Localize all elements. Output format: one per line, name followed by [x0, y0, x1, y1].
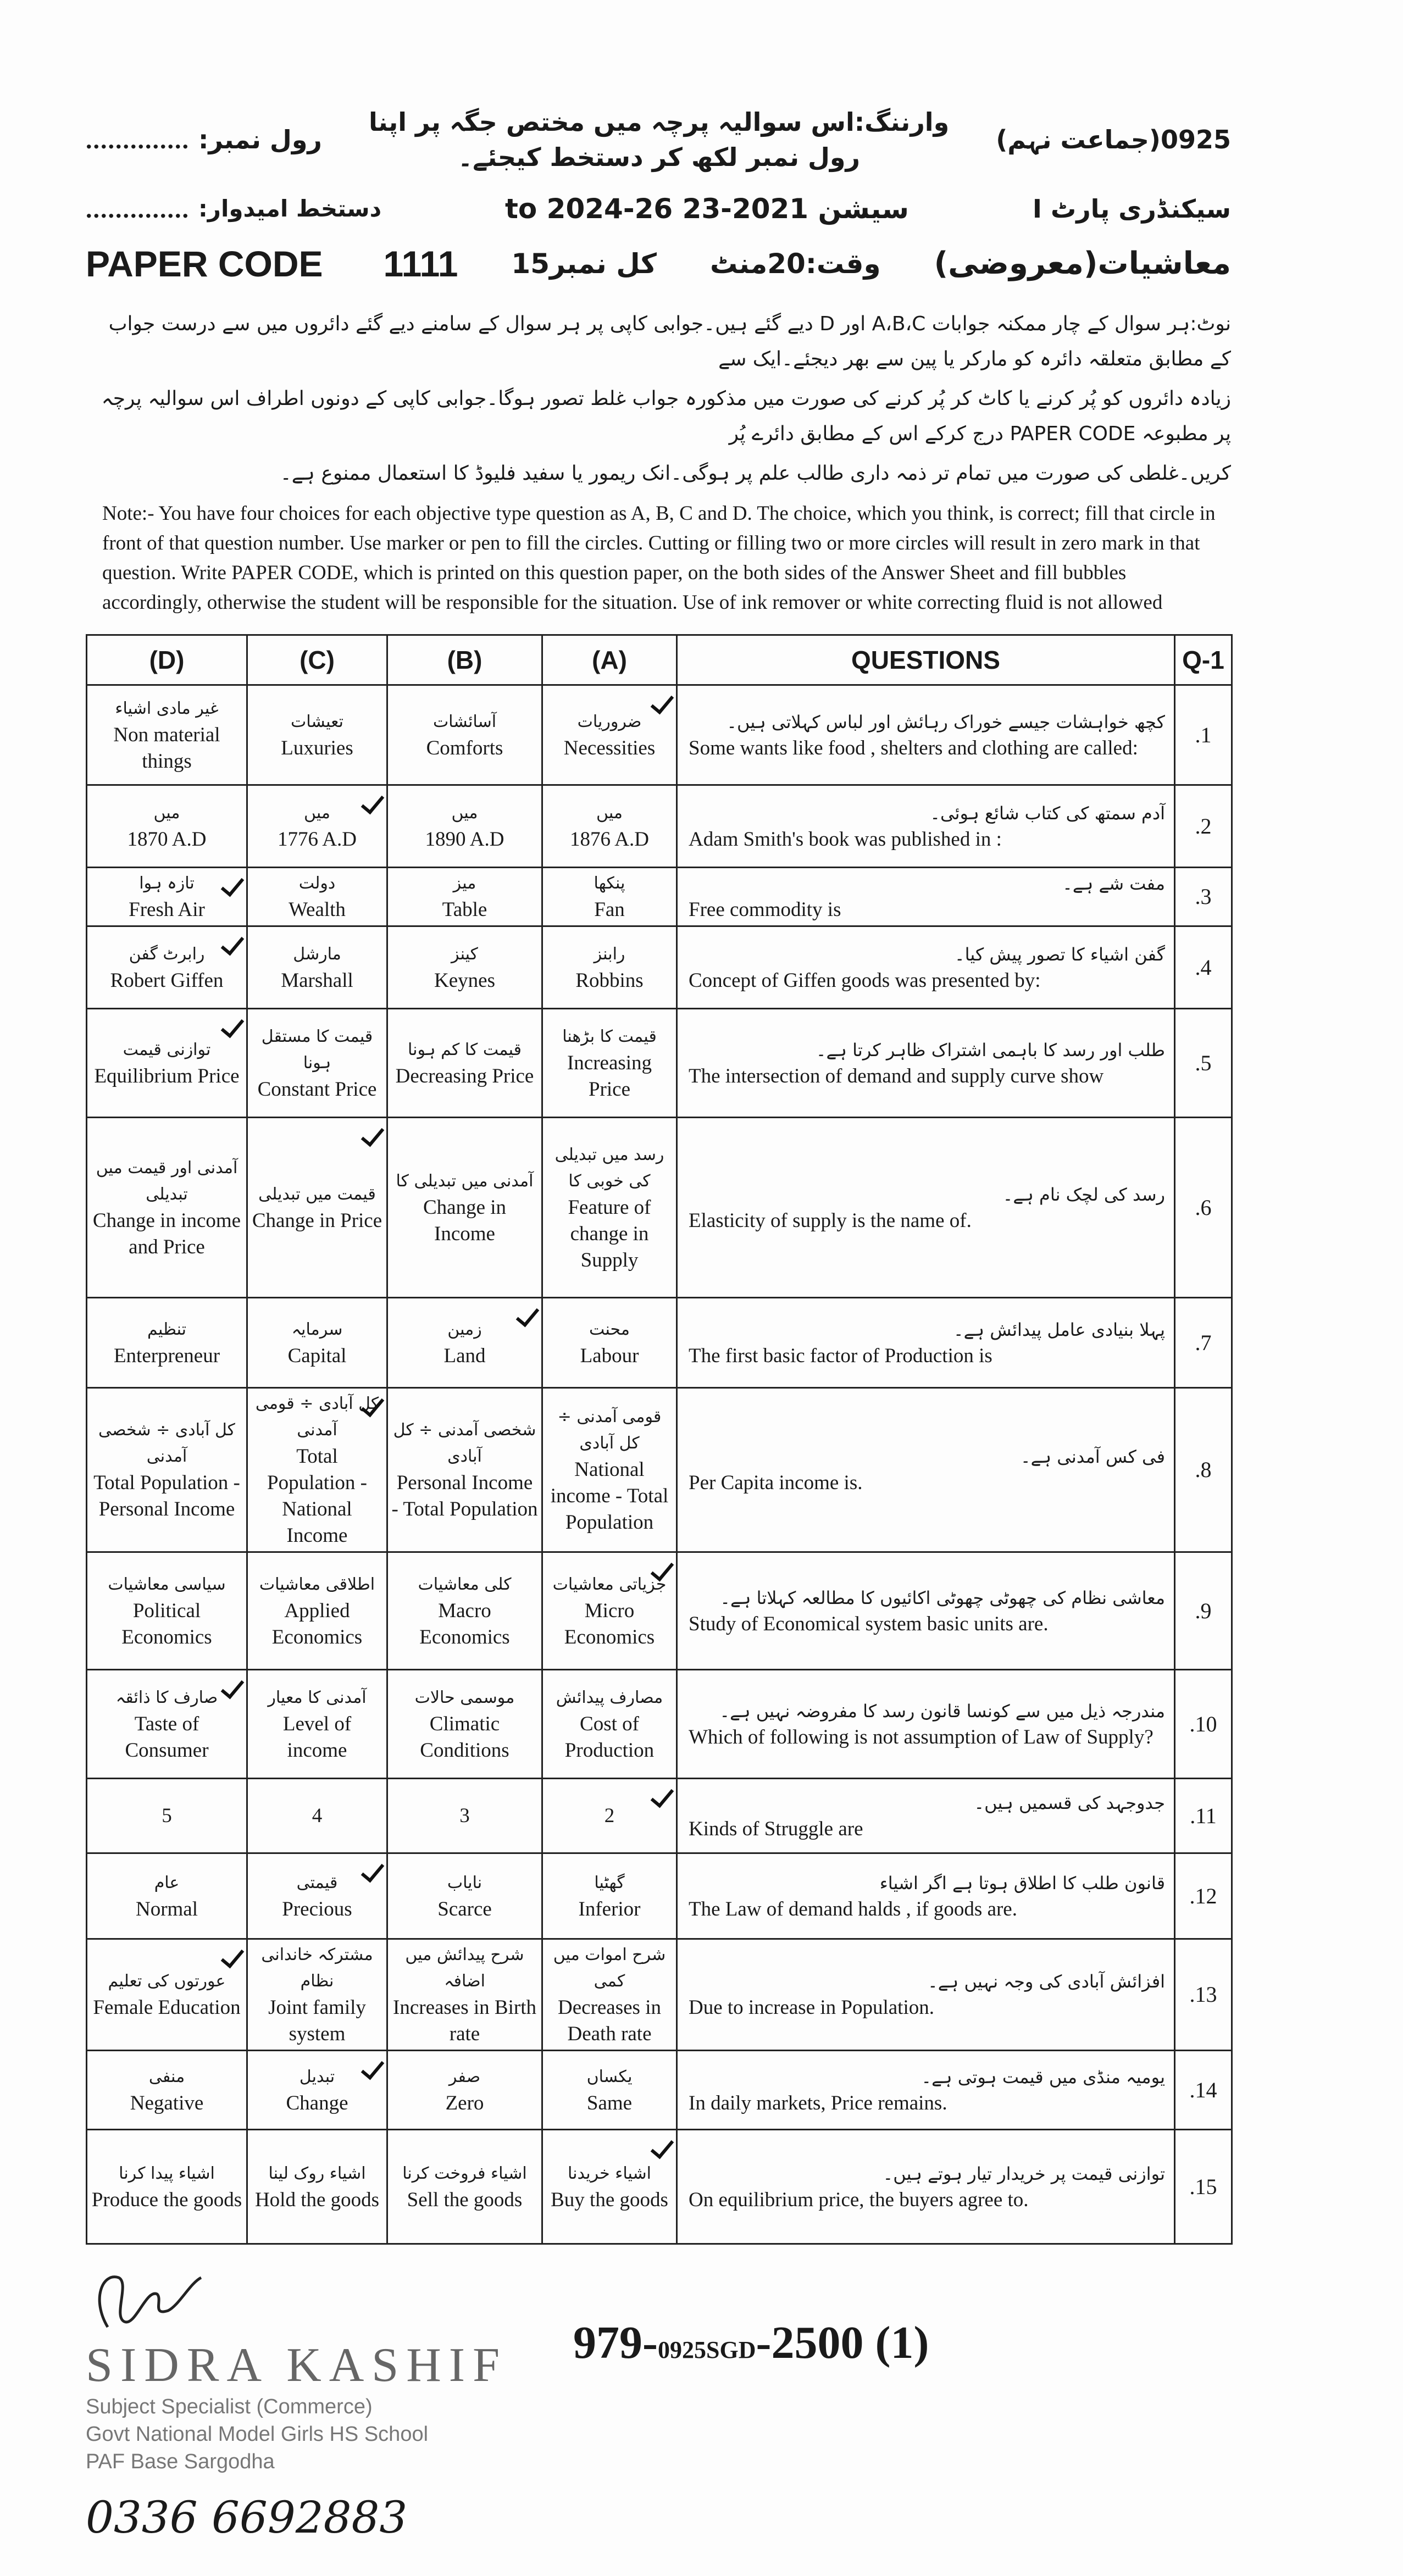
option-c-urdu: اشیاء روک لینا [268, 2163, 366, 2183]
option-d-text: Female Education [93, 1996, 241, 2019]
option-a [542, 2130, 677, 2244]
question-urdu: پہلا بنیادی عامل پیدائش ہے۔ [953, 1319, 1165, 1340]
question-number: .6 [1175, 1118, 1232, 1298]
table-header-row [87, 635, 1232, 685]
option-b-urdu: آمدنی میں تبدیلی کا [396, 1171, 534, 1191]
option-b [387, 1298, 542, 1388]
option-b [387, 1779, 542, 1853]
option-a [542, 868, 677, 926]
option-d-urdu: کل آبادی ÷ شخصی آمدنی [98, 1420, 235, 1466]
question-cell [677, 1853, 1175, 1939]
question-english: Adam Smith's book was published in : [689, 828, 1002, 851]
option-a-text: Buy the goods [551, 2188, 668, 2211]
option-c [247, 1009, 387, 1118]
option-c [247, 1670, 387, 1779]
stamp-area [86, 2267, 507, 2543]
option-d-urdu: توازنی قیمت [123, 1040, 211, 1059]
option-c [247, 785, 387, 868]
option-c-urdu: تعیشات [290, 712, 344, 731]
question-number: .4 [1175, 926, 1232, 1009]
questions-table [86, 634, 1233, 2245]
warning-text: وارننگ:اس سوالیہ پرچہ میں مختص جگہ پر اپنا رول نمبر لکھ کر دستخط کیجئے۔ [368, 107, 950, 172]
question-english: Kinds of Struggle are [689, 1817, 863, 1840]
option-a-urdu: ضروریات [577, 712, 642, 731]
option-c-urdu: مشترکہ خاندانی نظام [261, 1945, 373, 1991]
table-row [87, 1118, 1232, 1298]
question-number: .11 [1175, 1779, 1232, 1853]
question-english: Due to increase in Population. [689, 1996, 934, 2019]
option-a-text: Micro Economics [564, 1599, 655, 1648]
question-cell [677, 2051, 1175, 2130]
option-b [387, 2130, 542, 2244]
table-row [87, 685, 1232, 785]
option-a-urdu: قیمت کا بڑھنا [562, 1026, 657, 1046]
option-b [387, 1552, 542, 1670]
question-number: .15 [1175, 2130, 1232, 2244]
option-d [87, 1939, 247, 2051]
table-row [87, 1388, 1232, 1552]
option-b-urdu: شرح پیدائش میں اضافہ [405, 1945, 524, 1991]
option-a-urdu: محنت [589, 1319, 630, 1339]
paper-code [86, 243, 458, 285]
table-row [87, 1939, 1232, 2051]
question-urdu: مفت شے ہے۔ [1062, 873, 1165, 894]
question-urdu: رسد کی لچک نام ہے۔ [1002, 1184, 1165, 1205]
question-english: Study of Economical system basic units are. [689, 1612, 1049, 1635]
question-cell [677, 1939, 1175, 2051]
option-a-urdu: جزیاتی معاشیات [552, 1574, 667, 1594]
question-cell [677, 785, 1175, 868]
question-urdu: آدم سمتھ کی کتاب شائع ہوئی۔ [930, 802, 1165, 824]
option-c-urdu: مارشل [293, 944, 341, 964]
option-d-text: Robert Giffen [110, 969, 224, 992]
checkmark-icon [651, 2135, 674, 2159]
option-d [87, 2051, 247, 2130]
option-d [87, 1552, 247, 1670]
option-c-urdu: دولت [298, 874, 336, 893]
option-d [87, 1118, 247, 1298]
option-d-text: Equilibrium Price [94, 1064, 240, 1087]
header-option-b: (B) [387, 635, 542, 685]
option-b-text: Macro Economics [419, 1599, 510, 1648]
option-d-text: Political Economics [121, 1599, 212, 1648]
option-d-text: Enterpreneur [113, 1344, 220, 1367]
option-c [247, 868, 387, 926]
option-b-text: 3 [459, 1804, 470, 1827]
signature-group [86, 191, 381, 226]
class-code: 0925(جماعت نہم) [996, 125, 1231, 154]
question-cell [677, 1670, 1175, 1779]
option-c-text: Hold the goods [254, 2188, 380, 2211]
option-d-urdu: اشیاء پیدا کرنا [119, 2163, 215, 2183]
option-d-urdu: عام [154, 1873, 180, 1892]
option-a-text: Robbins [575, 969, 644, 992]
checkmark-icon [361, 1123, 385, 1147]
question-english: In daily markets, Price remains. [689, 2091, 947, 2114]
part-label: سیکنڈری پارٹ I [1032, 194, 1231, 224]
option-c-text: Joint family system [268, 1996, 366, 2045]
table-row [87, 926, 1232, 1009]
option-a [542, 2051, 677, 2130]
checkmark-icon [221, 1014, 245, 1039]
option-c [247, 1298, 387, 1388]
question-english: Some wants like food , shelters and clothing are called: [689, 736, 1138, 759]
stamp-title: Subject Specialist (Commerce) [86, 2395, 373, 2418]
serial-mid: 0925SGD [658, 2336, 756, 2363]
signature-label: دستخط امیدوار: [198, 195, 382, 222]
option-b [387, 2051, 542, 2130]
question-urdu: افزائش آبادی کی وجہ نہیں ہے۔ [928, 1971, 1165, 1992]
option-a [542, 1853, 677, 1939]
option-d-text: Total Population - Personal Income [93, 1472, 240, 1520]
option-a-text: Increasing Price [567, 1051, 652, 1101]
option-c-urdu: میں [304, 803, 330, 823]
footer [86, 2267, 1231, 2543]
option-b-text: Table [442, 898, 487, 921]
paper-code-label: PAPER CODE [86, 243, 323, 284]
option-d-urdu: صارف کا ذائقہ [115, 1687, 218, 1707]
option-b [387, 1670, 542, 1779]
header-option-d: (D) [87, 635, 247, 685]
option-d [87, 1779, 247, 1853]
option-c-urdu: قیمت کا مستقل ہونا [261, 1026, 373, 1073]
time-allowed: وقت:20منٹ [709, 248, 881, 280]
option-b-urdu: نایاب [447, 1873, 483, 1892]
option-d-text: Fresh Air [129, 898, 205, 921]
question-number: .5 [1175, 1009, 1232, 1118]
option-c-text: Constant Price [257, 1078, 377, 1101]
header-row-1 [86, 104, 1231, 175]
question-cell [677, 1009, 1175, 1118]
option-a-text: Necessities [563, 736, 656, 759]
option-c-text: Total Population - National Income [267, 1445, 367, 1547]
option-b-text: Sell the goods [407, 2188, 523, 2211]
question-english: Concept of Giffen goods was presented by: [689, 969, 1041, 992]
question-number: .12 [1175, 1853, 1232, 1939]
option-c-urdu: قیمتی [296, 1873, 338, 1892]
question-english: Free commodity is [689, 898, 841, 921]
option-c-text: Marshall [281, 969, 353, 992]
option-c-urdu: تبدیل [299, 2067, 335, 2086]
option-b-text: 1890 A.D [425, 828, 504, 851]
option-a [542, 1298, 677, 1388]
option-c-text: Luxuries [281, 736, 353, 759]
checkmark-icon [221, 1944, 245, 1969]
question-urdu: یومیہ منڈی میں قیمت ہوتی ہے۔ [921, 2066, 1165, 2088]
option-b-text: Comforts [426, 736, 503, 759]
option-c [247, 1779, 387, 1853]
option-d-urdu: رابرٹ گفن [129, 944, 205, 964]
paper-serial-code [573, 2316, 929, 2369]
handwritten-signature [86, 2267, 207, 2333]
option-c [247, 685, 387, 785]
option-b [387, 1009, 542, 1118]
option-d-urdu: عورتوں کی تعلیم [108, 1972, 226, 1991]
option-c-text: 4 [312, 1804, 323, 1827]
table-row [87, 1298, 1232, 1388]
option-a-urdu: میں [596, 803, 623, 823]
subject-title: معاشیات(معروضی) [934, 246, 1231, 281]
note-urdu-line-3: کریں۔غلطی کی صورت میں تمام تر ذمہ داری طالب علم پر ہوگی۔انک ریمور یا سفید فلیوڈ کا استعمال ممنوع ہے۔ [280, 462, 1231, 485]
option-b-urdu: زمین [447, 1319, 482, 1339]
question-english: Elasticity of supply is the name of. [689, 1209, 972, 1232]
question-english: Per Capita income is. [689, 1472, 863, 1494]
option-d-text: 1870 A.D [127, 828, 207, 851]
table-row [87, 785, 1232, 868]
option-a-urdu: رسد میں تبدیلی کی خوبی کا [554, 1145, 664, 1191]
option-d-urdu: میں [153, 803, 180, 823]
question-cell [677, 685, 1175, 785]
option-b-text: Land [443, 1344, 486, 1367]
table-row [87, 868, 1232, 926]
option-b-urdu: موسمی حالات [414, 1687, 515, 1707]
option-a-urdu: رابنز [594, 944, 625, 964]
option-b-text: Zero [445, 2091, 484, 2114]
question-cell [677, 926, 1175, 1009]
option-d [87, 785, 247, 868]
option-a-text: National income - Total Population [550, 1458, 669, 1534]
total-marks: کل نمبر15 [511, 248, 657, 280]
header-questions: QUESTIONS [677, 635, 1175, 685]
question-english: On equilibrium price, the buyers agree to. [689, 2188, 1029, 2211]
option-c-urdu: سرمایہ [291, 1319, 343, 1339]
signature-field[interactable]: .............. [86, 195, 190, 223]
option-c [247, 2051, 387, 2130]
option-a [542, 926, 677, 1009]
option-c-text: Applied Economics [271, 1599, 363, 1648]
option-d-text: Normal [135, 1897, 198, 1920]
question-number: .13 [1175, 1939, 1232, 2051]
option-a [542, 1388, 677, 1552]
question-cell [677, 1118, 1175, 1298]
option-b-text: Climatic Conditions [420, 1712, 509, 1762]
table-row [87, 1779, 1232, 1853]
option-a [542, 1118, 677, 1298]
option-a-text: Inferior [578, 1897, 641, 1920]
question-english: The first basic factor of Production is [689, 1344, 992, 1367]
stamp-location: PAF Base Sargodha [86, 2450, 275, 2473]
question-urdu: کچھ خواہشات جیسے خوراک رہائش اور لباس کہلاتی ہیں۔ [727, 711, 1165, 732]
option-d-text: Negative [130, 2091, 204, 2114]
option-b-text: Increases in Birth rate [393, 1996, 536, 2045]
option-d-text: Produce the goods [91, 2188, 242, 2211]
question-cell [677, 1388, 1175, 1552]
option-a-text: Same [586, 2091, 633, 2114]
question-english: The intersection of demand and supply curve show [689, 1064, 1104, 1087]
option-b [387, 1939, 542, 2051]
option-a-text: Feature of change in Supply [568, 1196, 651, 1272]
option-c-urdu: کل آبادی ÷ قومی آمدنی [255, 1394, 379, 1440]
option-b-text: Change in Income [423, 1196, 507, 1245]
question-urdu: طلب اور رسد کا باہمی اشتراک ظاہر کرتا ہے۔ [816, 1039, 1165, 1061]
question-number: .14 [1175, 2051, 1232, 2130]
session-label: سیشن 2021-23 to 2024-26 [505, 193, 909, 225]
table-row [87, 1853, 1232, 1939]
option-a [542, 1552, 677, 1670]
option-d-urdu: غیر مادی اشیاء [115, 698, 219, 718]
note-english: Note:- You have four choices for each objective type question as A, B, C and D. The choice, which you think, is correct; fill that circle in front of that question number. Use marker or pen to fill the circles. Cutting or filling two or more circles will result in zero mark in that question. Write PAPER CODE, which is printed on this question paper, on the both sides of the Answer Sheet and fill bubbles accordingly, otherwise the student will be responsible for the situation. Use of ink remover or white correcting fluid is not allowed [102, 502, 1216, 614]
option-c-urdu: آمدنی کا معیار [268, 1687, 367, 1707]
option-d-text: Taste of Consumer [125, 1712, 209, 1762]
option-a [542, 785, 677, 868]
option-d [87, 1853, 247, 1939]
option-b-urdu: کینز [451, 944, 478, 964]
question-urdu: معاشی نظام کی چھوٹی چھوٹی اکائیوں کا مطالعہ کہلاتا ہے۔ [720, 1587, 1165, 1608]
header-option-a: (A) [542, 635, 677, 685]
option-a [542, 1779, 677, 1853]
option-d-text: 5 [162, 1804, 172, 1827]
option-a-urdu: گھٹیا [594, 1873, 625, 1892]
option-c [247, 1939, 387, 2051]
option-c-text: Wealth [289, 898, 346, 921]
option-c [247, 926, 387, 1009]
question-urdu: فی کس آمدنی ہے۔ [1020, 1446, 1165, 1467]
option-c-text: Capital [287, 1344, 347, 1367]
question-cell [677, 2130, 1175, 2244]
option-d [87, 926, 247, 1009]
option-a-text: Fan [594, 898, 625, 921]
roll-no-label: رول نمبر: [198, 125, 322, 154]
handwritten-phone: 0336 6692883 [86, 2492, 408, 2543]
option-c-text: Precious [282, 1897, 352, 1920]
header-option-c: (C) [247, 635, 387, 685]
option-b-text: Keynes [434, 969, 495, 992]
option-b-text: Scarce [437, 1897, 492, 1920]
option-a-text: 1876 A.D [570, 828, 649, 851]
option-b-urdu: اشیاء فروخت کرنا [402, 2163, 527, 2183]
serial-prefix: 979- [573, 2317, 658, 2368]
option-b [387, 1388, 542, 1552]
option-b-text: Decreasing Price [395, 1064, 534, 1087]
question-english: The Law of demand halds , if goods are. [689, 1897, 1017, 1920]
option-b-urdu: صفر [448, 2067, 481, 2086]
serial-suffix: -2500 (1) [756, 2317, 929, 2368]
option-c-text: Change in Price [252, 1209, 382, 1232]
roll-no-group [86, 122, 322, 157]
roll-no-field[interactable]: .............. [86, 125, 190, 154]
option-d-urdu: آمدنی اور قیمت میں تبدیلی [96, 1158, 238, 1204]
teacher-stamp [86, 2338, 507, 2475]
option-d-urdu: منفی [148, 2067, 185, 2086]
option-d [87, 685, 247, 785]
option-a [542, 1009, 677, 1118]
option-d [87, 1388, 247, 1552]
question-number: .10 [1175, 1670, 1232, 1779]
option-c-text: Level of income [282, 1712, 352, 1762]
option-c-text: 1776 A.D [278, 828, 357, 851]
option-b-urdu: آسائشات [432, 712, 497, 731]
paper-code-number: 1111 [383, 243, 458, 284]
option-b-urdu: میں [451, 803, 478, 823]
option-a-urdu: پنکھا [594, 874, 625, 893]
option-b [387, 685, 542, 785]
option-b-urdu: شخصی آمدنی ÷ کل آبادی [393, 1420, 536, 1466]
option-a-text: 2 [604, 1804, 615, 1827]
option-a [542, 685, 677, 785]
option-d-urdu: تازہ ہوا [139, 874, 195, 893]
question-urdu: قانون طلب کا اطلاق ہوتا ہے اگر اشیاء [879, 1872, 1165, 1894]
question-number: .7 [1175, 1298, 1232, 1388]
option-d-urdu: تنظیم [147, 1319, 187, 1339]
option-a-urdu: شرح اموات میں کمی [553, 1945, 666, 1991]
question-cell [677, 868, 1175, 926]
question-number: .8 [1175, 1388, 1232, 1552]
option-a-text: Labour [580, 1344, 639, 1367]
question-number: .2 [1175, 785, 1232, 868]
option-a [542, 1670, 677, 1779]
option-c [247, 1118, 387, 1298]
table-row [87, 2130, 1232, 2244]
option-b [387, 868, 542, 926]
option-b-urdu: کلی معاشیات [418, 1574, 512, 1594]
option-d-text: Change in income and Price [92, 1209, 241, 1258]
option-c [247, 2130, 387, 2244]
option-b-urdu: میز [453, 874, 476, 893]
table-row [87, 1670, 1232, 1779]
question-urdu: گفن اشیاء کا تصور پیش کیا۔ [954, 943, 1165, 965]
option-a-urdu: قومی آمدنی ÷ کل آبادی [557, 1407, 662, 1453]
option-d [87, 868, 247, 926]
question-number: .3 [1175, 868, 1232, 926]
question-urdu: جدوجہد کی قسمیں ہیں۔ [974, 1792, 1165, 1813]
question-number: .1 [1175, 685, 1232, 785]
option-d [87, 1009, 247, 1118]
question-cell [677, 1552, 1175, 1670]
option-c-urdu: اطلاقی معاشیات [259, 1574, 375, 1594]
option-c-urdu: قیمت میں تبدیلی [258, 1184, 376, 1204]
option-b [387, 1853, 542, 1939]
stamp-school: Govt National Model Girls HS School [86, 2423, 429, 2446]
table-row [87, 1552, 1232, 1670]
option-c [247, 1388, 387, 1552]
option-b-text: Personal Income - Total Population [391, 1472, 538, 1520]
option-c-text: Change [286, 2091, 348, 2114]
question-number: .9 [1175, 1552, 1232, 1670]
option-b [387, 926, 542, 1009]
option-a-text: Cost of Production [564, 1712, 655, 1762]
header-q1: Q-1 [1175, 635, 1232, 685]
question-urdu: مندرجہ ذیل میں سے کونسا قانون رسد کا مفروضہ نہیں ہے۔ [719, 1700, 1165, 1722]
option-d [87, 1298, 247, 1388]
header-row-2 [86, 191, 1231, 226]
option-a-urdu: مصارف پیدائش [556, 1687, 663, 1707]
note-urdu-line-2: زیادہ دائروں کو پُر کرنے یا کاٹ کر پُر کرنے کی صورت میں مذکورہ جواب غلط تصور ہوگا۔جوابی کاپی کے دونوں اطراف اس سوالیہ پرچہ پر مطبوعہ PAPER CODE درج کرکے اس کے مطابق دائرے پُر [101, 387, 1231, 445]
option-b [387, 1118, 542, 1298]
option-d-urdu: سیاسی معاشیات [108, 1574, 226, 1594]
option-a [542, 1939, 677, 2051]
option-c [247, 1552, 387, 1670]
question-english: Which of following is not assumption of Law of Supply? [689, 1725, 1154, 1748]
option-a-urdu: یکساں [586, 2067, 633, 2086]
option-d [87, 2130, 247, 2244]
option-a-urdu: اشیاء خریدنا [568, 2163, 651, 2183]
option-d [87, 1670, 247, 1779]
table-row [87, 1009, 1232, 1118]
question-urdu: توازنی قیمت پر خریدار تیار ہوتے ہیں۔ [883, 2163, 1165, 2184]
question-cell [677, 1779, 1175, 1853]
option-b-urdu: قیمت کا کم ہونا [407, 1040, 522, 1059]
stamp-name: SIDRA KASHIF [86, 2339, 508, 2392]
option-a-text: Decreases in Death rate [558, 1996, 661, 2045]
option-d-text: Non material things [113, 723, 220, 773]
table-row [87, 2051, 1232, 2130]
question-cell [677, 1298, 1175, 1388]
header-row-3 [86, 243, 1231, 285]
note-urdu-line-1: نوٹ:ہر سوال کے چار ممکنہ جوابات A،B،C اور D دیے گئے ہیں۔جوابی کاپی پر ہر سوال کے سامنے دیے گئے دائروں میں سے درست جواب کے مطابق متعلقہ دائرہ کو مارکر یا پین سے بھر دیجئے۔ایک سے [108, 313, 1231, 370]
option-c [247, 1853, 387, 1939]
option-b [387, 785, 542, 868]
